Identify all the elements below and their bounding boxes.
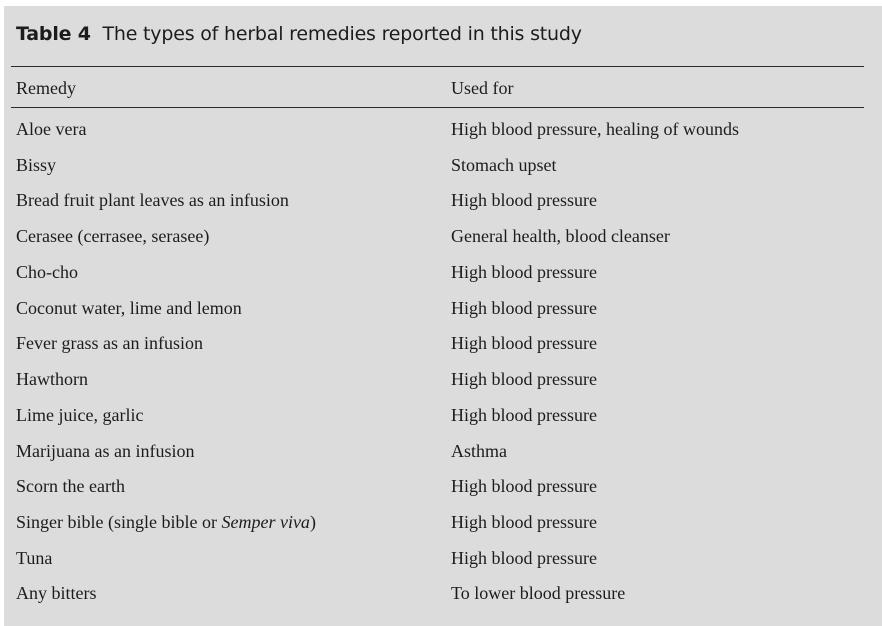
used-for-cell: High blood pressure <box>451 369 597 389</box>
remedy-latin-name: Semper viva <box>221 512 310 532</box>
table-row <box>4 262 882 298</box>
used-for-cell: High blood pressure <box>451 190 597 210</box>
remedy-cell: Aloe vera <box>16 119 87 139</box>
remedy-cell: Marijuana as an infusion <box>16 441 195 461</box>
remedy-cell: Tuna <box>16 548 53 568</box>
table-row <box>4 583 882 619</box>
top-rule <box>11 66 864 67</box>
table-caption-label: Table 4 <box>16 23 91 45</box>
remedy-text-suffix: ) <box>309 512 316 532</box>
remedy-cell: Cho-cho <box>16 262 78 282</box>
remedy-cell: Hawthorn <box>16 369 88 389</box>
table-caption <box>16 23 582 45</box>
remedy-cell: Lime juice, garlic <box>16 405 144 425</box>
table-row <box>4 548 882 584</box>
table-caption-text: The types of herbal remedies reported in this study <box>102 23 582 45</box>
table-row <box>4 333 882 369</box>
table-row <box>4 441 882 477</box>
remedy-cell <box>16 512 316 533</box>
used-for-cell: High blood pressure <box>451 298 597 318</box>
header-rule <box>11 107 864 108</box>
table-row <box>4 226 882 262</box>
used-for-cell: High blood pressure <box>451 405 597 425</box>
used-for-cell: High blood pressure <box>451 262 597 282</box>
remedy-cell: Any bitters <box>16 583 97 603</box>
table-row <box>4 512 882 548</box>
used-for-cell: Stomach upset <box>451 155 557 175</box>
header-remedy: Remedy <box>16 78 76 98</box>
used-for-cell: High blood pressure <box>451 512 597 532</box>
used-for-cell: To lower blood pressure <box>451 583 626 603</box>
remedy-cell: Cerasee (cerrasee, serasee) <box>16 226 210 246</box>
used-for-cell: Asthma <box>451 441 507 461</box>
table-row <box>4 476 882 512</box>
remedy-cell: Bissy <box>16 155 57 175</box>
remedy-text: Singer bible (single bible or <box>16 512 222 532</box>
table-row <box>4 155 882 191</box>
used-for-cell: High blood pressure <box>451 333 597 353</box>
used-for-cell: High blood pressure <box>451 548 597 568</box>
used-for-cell: High blood pressure, healing of wounds <box>451 119 739 139</box>
remedy-cell: Scorn the earth <box>16 476 125 496</box>
herbal-remedies-table <box>4 6 882 626</box>
remedy-cell: Coconut water, lime and lemon <box>16 298 242 318</box>
header-used-for: Used for <box>451 78 514 98</box>
table-row <box>4 190 882 226</box>
used-for-cell: General health, blood cleanser <box>451 226 670 246</box>
table-row <box>4 298 882 334</box>
used-for-cell: High blood pressure <box>451 476 597 496</box>
table-row <box>4 405 882 441</box>
table-row <box>4 119 882 155</box>
remedy-cell: Fever grass as an infusion <box>16 333 203 353</box>
remedy-cell: Bread fruit plant leaves as an infusion <box>16 190 289 210</box>
table-row <box>4 369 882 405</box>
